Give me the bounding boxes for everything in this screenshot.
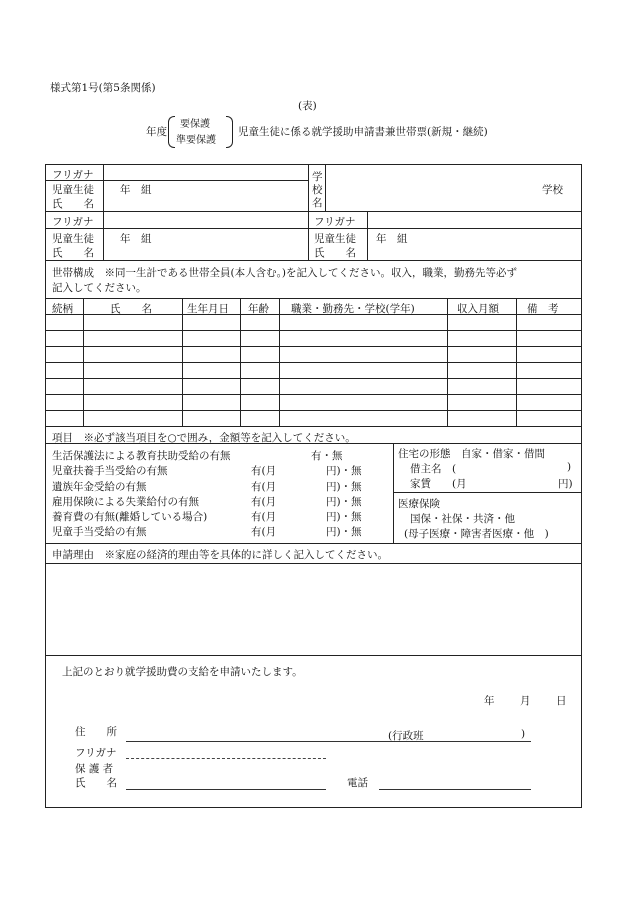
benefit-2-open: 有(月 <box>251 481 277 493</box>
school-label-char-1: 学 <box>312 171 323 183</box>
welfare-label: 生活保護法による教育扶助受給の有無 <box>52 450 231 462</box>
housing-title: 住宅の形態 自家・借家・借間 <box>398 448 545 460</box>
school-label-char-2: 校 <box>312 184 323 196</box>
student3-year-class: 年 組 <box>376 233 408 245</box>
items-title: 項目 ※必ず該当項目を○で囲み，金額等を記入してください。 <box>52 432 356 444</box>
application-statement: 上記のとおり就学援助費の支給を申請いたします。 <box>62 666 303 678</box>
bracket-right <box>226 116 233 148</box>
household-title-cont: 記入してください。 <box>52 282 147 294</box>
student1-name-label-2: 氏 名 <box>52 198 94 210</box>
col-occupation: 職業・勤務先・学校(学年) <box>291 303 415 315</box>
bracket-left <box>168 116 175 148</box>
form-number: 様式第1号(第5条関係) <box>50 82 156 94</box>
school-label-char-3: 名 <box>312 197 323 209</box>
district-label: (行政班 <box>388 730 424 742</box>
frame-top <box>45 164 582 165</box>
student2-year-class: 年 組 <box>120 233 152 245</box>
benefit-1-label: 児童扶養手当受給の有無 <box>52 465 168 477</box>
rent-close: 円) <box>558 478 573 490</box>
insurance-options-2: (母子医療・障害者医療・他 ) <box>404 528 549 540</box>
benefit-1-close: 円)・無 <box>326 465 362 477</box>
district-close: ) <box>521 728 526 740</box>
student3-furigana-label: フリガナ <box>314 216 356 228</box>
student1-furigana-label: フリガナ <box>52 169 94 181</box>
student2-name-label: 児童生徒 <box>52 233 94 245</box>
col-name: 氏 名 <box>110 303 152 315</box>
benefit-3-open: 有(月 <box>251 496 277 508</box>
date-month: 月 <box>520 695 531 707</box>
phone-line <box>379 789 531 790</box>
landlord-label: 借主名 ( <box>410 463 457 475</box>
rent-label: 家賃 (月 <box>410 478 467 490</box>
benefit-4-open: 有(月 <box>251 511 277 523</box>
benefit-5-label: 児童手当受給の有無 <box>52 526 147 538</box>
address-label: 住 所 <box>75 726 117 738</box>
student3-name-label: 児童生徒 <box>314 233 356 245</box>
student3-name-label-2: 氏 名 <box>314 247 356 259</box>
benefit-5-close: 円)・無 <box>326 526 362 538</box>
date-day: 日 <box>556 695 567 707</box>
phone-label: 電話 <box>347 777 368 789</box>
col-age: 年齢 <box>248 303 269 315</box>
school-suffix: 学校 <box>542 184 563 196</box>
reason-title: 申請理由 ※家庭の経済的理由等を具体的に詳しく記入してください。 <box>52 549 388 561</box>
category-requires-protection: 要保護 <box>180 119 210 130</box>
guardian-label: 保 護 者 <box>75 763 114 775</box>
insurance-title: 医療保険 <box>398 498 440 510</box>
guardian-name-label: 氏 名 <box>75 777 117 789</box>
landlord-close: ) <box>567 461 572 473</box>
guardian-furigana-label: フリガナ <box>75 747 117 759</box>
benefit-2-label: 遺族年金受給の有無 <box>52 481 147 493</box>
col-income: 収入月額 <box>457 303 499 315</box>
col-relation: 続柄 <box>52 303 73 315</box>
benefit-2-close: 円)・無 <box>326 481 362 493</box>
category-quasi-protection: 準要保護 <box>176 135 216 146</box>
benefit-5-open: 有(月 <box>251 526 277 538</box>
address-line <box>126 741 531 742</box>
date-year: 年 <box>484 695 495 707</box>
benefit-3-label: 雇用保険による失業給付の有無 <box>52 496 199 508</box>
student1-year-class: 年 組 <box>120 184 152 196</box>
benefit-3-close: 円)・無 <box>326 496 362 508</box>
year-label: 年度 <box>146 126 167 138</box>
welfare-choice: 有・無 <box>311 450 343 462</box>
benefit-1-open: 有(月 <box>251 465 277 477</box>
student1-name-label: 児童生徒 <box>52 184 94 196</box>
household-title: 世帯構成 ※同一生計である世帯全員(本人含む。)を記入してください。収入，職業，勤務先等必ず <box>52 267 517 279</box>
guardian-name-line <box>126 789 326 790</box>
benefit-4-label: 養育費の有無(離婚している場合) <box>52 511 208 523</box>
student2-furigana-label: フリガナ <box>52 216 94 228</box>
student2-name-label-2: 氏 名 <box>52 247 94 259</box>
insurance-options: 国保・社保・共済・他 <box>410 513 515 525</box>
side-label: (表) <box>298 100 317 112</box>
col-birthdate: 生年月日 <box>187 303 229 315</box>
col-remarks: 備 考 <box>527 303 559 315</box>
document-title: 児童生徒に係る就学援助申請書兼世帯票(新規・継続) <box>238 126 488 138</box>
furigana-line <box>126 758 326 759</box>
benefit-4-close: 円)・無 <box>326 511 362 523</box>
frame-bottom <box>45 807 582 808</box>
